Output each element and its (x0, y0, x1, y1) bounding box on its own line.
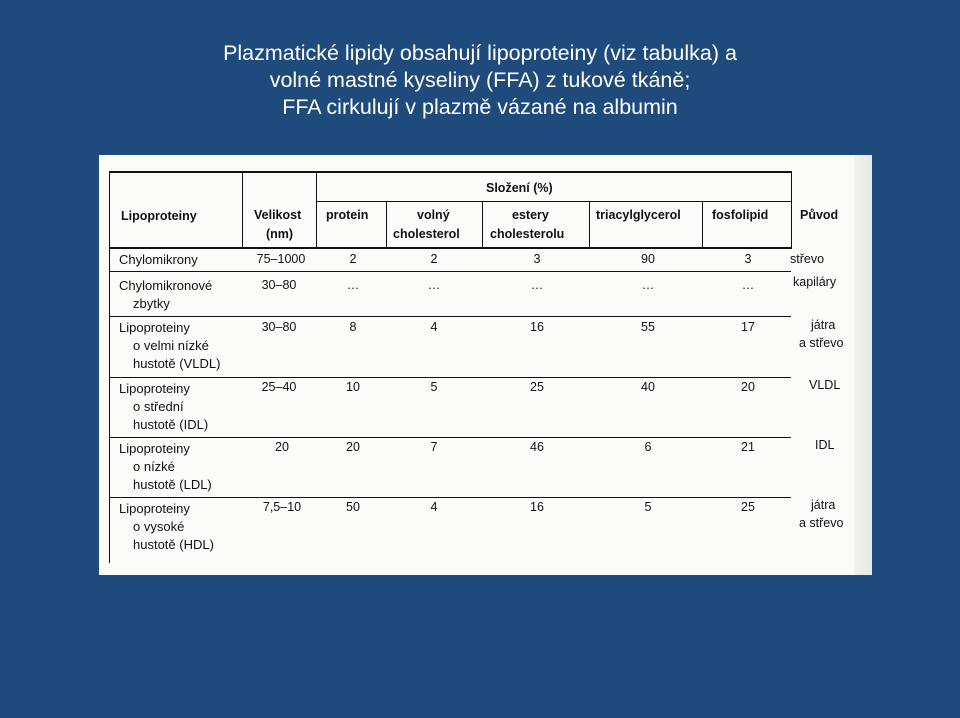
row-3-phospho: 17 (741, 320, 755, 334)
col-rule-protein (316, 171, 317, 249)
row-1-protein: 2 (349, 252, 357, 266)
row-4-name-line-1: Lipoproteiny (119, 381, 190, 396)
row-6-free-chol: 4 (430, 500, 438, 514)
row-2-esters: … (530, 278, 544, 292)
header-free-chol-1: volný (417, 208, 450, 222)
row-2-name-line-1: Chylomikronové (119, 278, 213, 293)
header-phospholipid: fosfolipid (712, 208, 769, 222)
header-triacylglycerol: triacylglycerol (596, 208, 681, 222)
header-size-unit: (nm) (266, 227, 294, 241)
row-2-phospho: … (741, 278, 755, 292)
row-6-protein: 50 (346, 500, 360, 514)
row-5-esters: 46 (530, 440, 544, 454)
row-5-phospho: 21 (741, 440, 755, 454)
row-5-name-line-1: Lipoproteiny (119, 441, 190, 456)
row-4-phospho: 20 (741, 380, 755, 394)
row-rule-4 (109, 437, 791, 438)
row-3-name-line-3: hustotě (VLDL) (133, 356, 221, 371)
row-6-size: 7,5–10 (262, 500, 302, 514)
row-3-size: 30–80 (261, 320, 297, 334)
composition-rule (316, 201, 791, 202)
row-3-name-line-2: o velmi nízké (133, 338, 209, 353)
header-esters-2: cholesterolu (490, 227, 565, 241)
header-protein: protein (326, 208, 369, 222)
title-line-1: Plazmatické lipidy obsahují lipoproteiny (viz tabulka) a (223, 41, 737, 65)
row-6-phospho: 25 (741, 500, 755, 514)
slide-title (0, 40, 960, 121)
row-5-free-chol: 7 (430, 440, 438, 454)
row-1-size: 75–1000 (256, 252, 306, 266)
title-line-2: volné mastné kyseliny (FFA) z tukové tkáně; (269, 68, 691, 92)
row-6-origin-line-1: játra (811, 498, 836, 512)
row-2-tag: … (641, 278, 655, 292)
title-line-3: FFA cirkulují v plazmě vázané na albumin (282, 95, 678, 119)
row-5-tag: 6 (644, 440, 652, 454)
row-2-size: 30–80 (261, 278, 297, 292)
row-2-name-line-2: zbytky (133, 296, 170, 311)
header-origin: Původ (800, 208, 839, 222)
row-4-protein: 10 (346, 380, 360, 394)
header-esters-1: estery (512, 208, 549, 222)
row-1-free-chol: 2 (430, 252, 438, 266)
table-top-rule (109, 171, 791, 173)
col-rule-tag (589, 201, 590, 249)
header-lipoproteins: Lipoproteiny (121, 209, 197, 223)
row-2-free-chol: … (427, 278, 441, 292)
row-3-free-chol: 4 (430, 320, 438, 334)
table-left-rule (109, 171, 110, 563)
row-5-origin-line-1: IDL (815, 438, 835, 452)
row-2-protein: … (346, 278, 360, 292)
col-rule-size (242, 171, 243, 249)
row-3-origin-line-2: a střevo (799, 336, 844, 350)
row-3-origin-line-1: játra (811, 318, 836, 332)
row-3-esters: 16 (530, 320, 544, 334)
row-rule-5 (109, 497, 791, 498)
row-6-esters: 16 (530, 500, 544, 514)
scan-page-edge (854, 155, 872, 575)
row-6-name-line-1: Lipoproteiny (119, 501, 190, 516)
row-3-name-line-1: Lipoproteiny (119, 320, 190, 335)
row-4-tag: 40 (641, 380, 655, 394)
row-4-name-line-2: o střední (133, 399, 184, 414)
scanned-table-image (99, 155, 872, 575)
row-1-phospho: 3 (744, 252, 752, 266)
row-1-esters: 3 (533, 252, 541, 266)
row-5-name-line-2: o nízké (133, 459, 175, 474)
row-2-origin-line-1: kapiláry (793, 275, 837, 289)
row-4-esters: 25 (530, 380, 544, 394)
row-1-name-line-1: Chylomikrony (119, 252, 198, 267)
row-5-protein: 20 (346, 440, 360, 454)
row-3-protein: 8 (349, 320, 357, 334)
header-free-chol-2: cholesterol (393, 227, 460, 241)
row-1-tag: 90 (641, 252, 655, 266)
row-rule-3 (109, 377, 791, 378)
row-6-name-line-3: hustotě (HDL) (133, 537, 214, 552)
row-6-origin-line-2: a střevo (799, 516, 844, 530)
col-rule-origin (791, 171, 792, 249)
row-6-name-line-2: o vysoké (133, 519, 185, 534)
row-4-name-line-3: hustotě (IDL) (133, 417, 209, 432)
header-bottom-rule (109, 247, 791, 249)
row-3-tag: 55 (641, 320, 655, 334)
row-rule-1 (109, 271, 791, 272)
row-4-origin-line-1: VLDL (809, 378, 841, 392)
row-5-name-line-3: hustotě (LDL) (133, 477, 212, 492)
row-5-size: 20 (275, 440, 289, 454)
row-4-size: 25–40 (261, 380, 297, 394)
header-size: Velikost (254, 208, 302, 222)
row-1-origin-line-1: střevo (790, 252, 825, 266)
header-composition: Složení (%) (486, 181, 553, 195)
col-rule-esters (482, 201, 483, 249)
row-6-tag: 5 (644, 500, 652, 514)
col-rule-phospho (702, 201, 703, 249)
row-rule-2 (109, 316, 791, 317)
col-rule-free-chol (386, 201, 387, 249)
row-4-free-chol: 5 (430, 380, 438, 394)
